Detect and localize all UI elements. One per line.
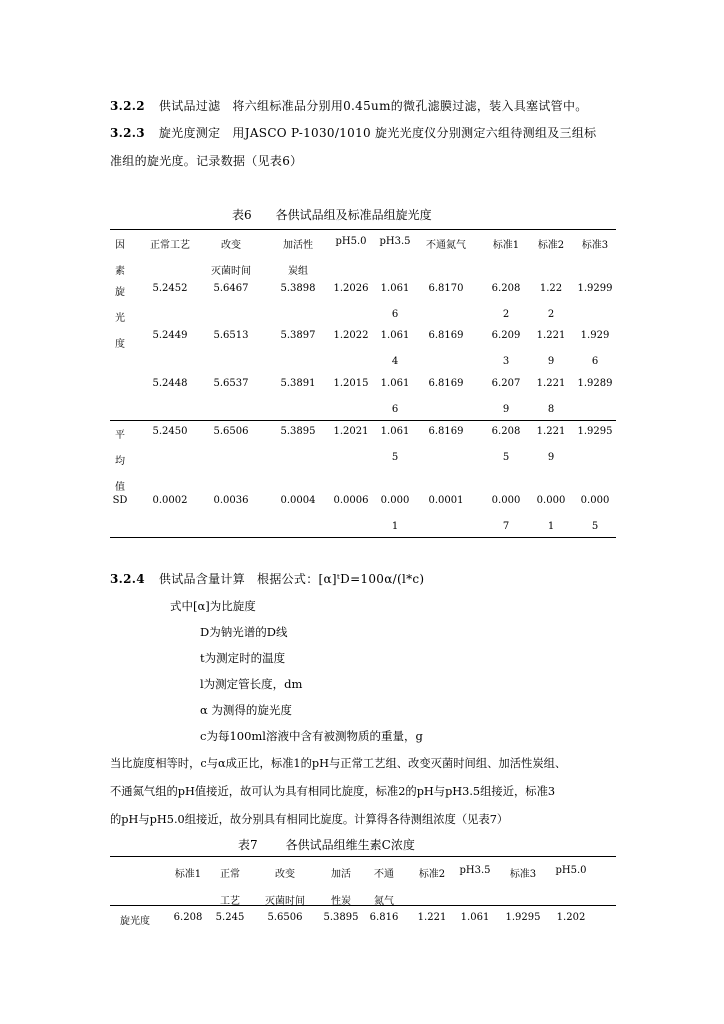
table6-average-cell: 5.3895: [280, 426, 316, 437]
table6-row-label: 旋: [115, 287, 125, 298]
table6-average-cell: 5: [502, 452, 510, 463]
table7-column-header: pH3.5: [459, 865, 491, 876]
table6-cell: 5.2448: [152, 378, 188, 389]
table6-cell: 3: [502, 356, 510, 367]
table6-cell: 5.3891: [280, 378, 316, 389]
table6-column-header: pH3.5: [379, 236, 411, 247]
table6-row-label: 值: [115, 482, 125, 493]
table6-average-cell: 5: [391, 452, 399, 463]
section-text: 将六组标准品分别用0.45um的微孔滤膜过滤，装入具塞试管中。: [232, 99, 588, 113]
table6-caption: [232, 206, 432, 223]
table7-column-header: 改变: [275, 869, 295, 880]
table7-column-header: 加活: [331, 869, 351, 880]
table6-row-label: 度: [115, 339, 125, 350]
table7-cell: 5.3895: [323, 912, 359, 923]
table6-average-cell: 5.2450: [152, 426, 188, 437]
paragraph-line: 当比旋度相等时，c与α成正比，标准1的pH与正常工艺组、改变灭菌时间组、加活性炭组、: [110, 757, 567, 770]
table6-column-header: 改变: [221, 240, 241, 251]
table-title: 各供试品组及标准品组旋光度: [275, 208, 432, 222]
table6-header-label: 素: [115, 266, 125, 277]
section-text: 用JASCO P-1030/1010 旋光光度仪分别测定六组待测组及三组标: [232, 126, 597, 140]
table7-column-header: 标准2: [418, 869, 446, 880]
table6-cell: 1.2026: [333, 283, 369, 294]
table6-cell: 1.061: [380, 378, 410, 389]
section-title: 供试品过滤: [158, 99, 221, 113]
table7-caption: [238, 836, 415, 853]
table6-cell: 5.2452: [152, 283, 188, 294]
table7-column-header: 不通: [374, 869, 394, 880]
table6-average-cell: 1.9295: [577, 426, 613, 437]
definition-item: D为钠光谱的D线: [200, 625, 288, 639]
table6-bottom-rule: [110, 537, 616, 538]
table6-column-header: 标准2: [537, 240, 565, 251]
table6-column-header: 标准1: [492, 240, 520, 251]
table6-column-header: 炭组: [288, 266, 308, 277]
table6-cell: 9: [547, 356, 555, 367]
table6-sd-cell: 5: [591, 521, 599, 532]
table6-cell: 6.209: [491, 330, 521, 341]
table6-cell: 1.221: [536, 330, 566, 341]
table6-cell: 1.22: [539, 283, 563, 294]
table6-cell: 6: [391, 404, 399, 415]
section-number: 3.2.3: [110, 126, 145, 140]
table6-top-rule: [110, 229, 616, 230]
table-title: 各供试品组维生素C浓度: [285, 838, 415, 852]
table7-column-header: 氮气: [374, 896, 394, 907]
table7-cell: 1.9295: [505, 912, 541, 923]
table6-cell: 1.929: [580, 330, 610, 341]
table7-cell: 5.245: [215, 912, 245, 923]
table-number: 表6: [232, 208, 252, 222]
table6-row-label: 均: [115, 456, 125, 467]
table6-average-cell: 6.8169: [428, 426, 464, 437]
formula: 根据公式：[α]ᵗD=100α/(l*c): [257, 572, 425, 586]
section-text-continued: 准组的旋光度。记录数据（见表6）: [110, 154, 303, 168]
table6-cell: 6.207: [491, 378, 521, 389]
table6-sd-cell: 0.0004: [280, 495, 316, 506]
table6-row-label: SD: [112, 495, 128, 506]
section-3-2-3: [110, 124, 596, 141]
table7-column-header: 灭菌时间: [265, 896, 305, 907]
table7-row-label: 旋光度: [120, 916, 150, 927]
section-title: 供试品含量计算: [158, 572, 246, 586]
table6-average-cell: 9: [547, 452, 555, 463]
table6-row-label: 光: [115, 313, 125, 324]
table6-sd-cell: 0.000: [536, 495, 566, 506]
table7-column-header: 标准3: [509, 869, 537, 880]
table6-sd-cell: 0.0006: [333, 495, 369, 506]
table6-cell: 1.061: [380, 330, 410, 341]
table6-column-header: 标准3: [581, 240, 609, 251]
table7-cell: 6.816: [369, 912, 399, 923]
definition-item: α 为测得的旋光度: [200, 703, 292, 717]
table6-column-header: pH5.0: [335, 236, 367, 247]
table6-cell: 9: [502, 404, 510, 415]
section-title: 旋光度测定: [158, 126, 221, 140]
table-number: 表7: [238, 838, 258, 852]
table6-cell: 6: [591, 356, 599, 367]
table6-row-label: 平: [115, 430, 125, 441]
table6-header-label: 因: [115, 240, 125, 251]
table6-mid-rule: [110, 420, 616, 421]
table6-cell: 1.9289: [577, 378, 613, 389]
section-3-2-2: [110, 97, 588, 114]
table6-cell: 4: [391, 356, 399, 367]
table6-cell: 2: [547, 309, 555, 320]
table6-cell: 6.208: [491, 283, 521, 294]
table6-cell: 5.6467: [213, 283, 249, 294]
table6-cell: 5.2449: [152, 330, 188, 341]
table7-cell: 1.202: [556, 912, 586, 923]
table6-cell: 5.6513: [213, 330, 249, 341]
table7-cell: 5.6506: [267, 912, 303, 923]
table7-column-header: pH5.0: [555, 865, 587, 876]
table6-sd-cell: 7: [502, 521, 510, 532]
table6-cell: 6.8169: [428, 330, 464, 341]
definition-item: t为测定时的温度: [200, 651, 286, 665]
table6-sd-cell: 0.000: [491, 495, 521, 506]
table7-column-header: 工艺: [220, 896, 240, 907]
table7-cell: 6.208: [173, 912, 203, 923]
table6-cell: 5.3898: [280, 283, 316, 294]
table6-cell: 1.9299: [577, 283, 613, 294]
table6-average-cell: 5.6506: [213, 426, 249, 437]
table6-cell: 5.6537: [213, 378, 249, 389]
table6-cell: 6.8169: [428, 378, 464, 389]
table6-sd-cell: 0.000: [380, 495, 410, 506]
table7-cell: 1.061: [460, 912, 490, 923]
table6-average-cell: 1.221: [536, 426, 566, 437]
definition-item: l为测定管长度，dm: [200, 677, 303, 691]
definition-item: [α]为比旋度: [193, 599, 256, 613]
table6-column-header: 不通氮气: [426, 240, 466, 251]
paragraph-line: 不通氮气组的pH值接近，故可认为具有相同比旋度，标准2的pH与pH3.5组接近，标准3: [110, 785, 556, 798]
table6-cell: 5.3897: [280, 330, 316, 341]
table6-cell: 1.2015: [333, 378, 369, 389]
section-number: 3.2.2: [110, 99, 145, 113]
definition-item: c为每100ml溶液中含有被测物质的重量，g: [200, 729, 423, 743]
table6-cell: 2: [502, 309, 510, 320]
table6-sd-cell: 1: [391, 521, 399, 532]
table7-column-header: 正常: [220, 869, 240, 880]
table6-sd-cell: 0.0001: [428, 495, 464, 506]
definitions-intro: 式中: [170, 599, 193, 613]
table6-cell: 8: [547, 404, 555, 415]
table7-cell: 1.221: [417, 912, 447, 923]
table6-cell: 6.8170: [428, 283, 464, 294]
table6-column-header: 灭菌时间: [211, 266, 251, 277]
table7-column-header: 性炭: [331, 896, 351, 907]
table6-cell: 1.221: [536, 378, 566, 389]
paragraph-line: 的pH与pH5.0组接近，故分别具有相同比旋度。计算得各待测组浓度（见表7）: [110, 813, 509, 826]
table6-sd-cell: 1: [547, 521, 555, 532]
table6-sd-cell: 0.0002: [152, 495, 188, 506]
table6-average-cell: 6.208: [491, 426, 521, 437]
table6-average-cell: 1.061: [380, 426, 410, 437]
table6-cell: 1.061: [380, 283, 410, 294]
table6-sd-cell: 0.000: [580, 495, 610, 506]
table6-cell: 1.2022: [333, 330, 369, 341]
section-3-2-4: [110, 570, 424, 587]
table6-average-cell: 1.2021: [333, 426, 369, 437]
table6-column-header: 加活性: [283, 240, 313, 251]
table7-top-rule: [110, 856, 616, 857]
table6-sd-cell: 0.0036: [213, 495, 249, 506]
table6-cell: 6: [391, 309, 399, 320]
table6-column-header: 正常工艺: [150, 240, 190, 251]
section-number: 3.2.4: [110, 572, 145, 586]
table7-column-header: 标准1: [174, 869, 202, 880]
